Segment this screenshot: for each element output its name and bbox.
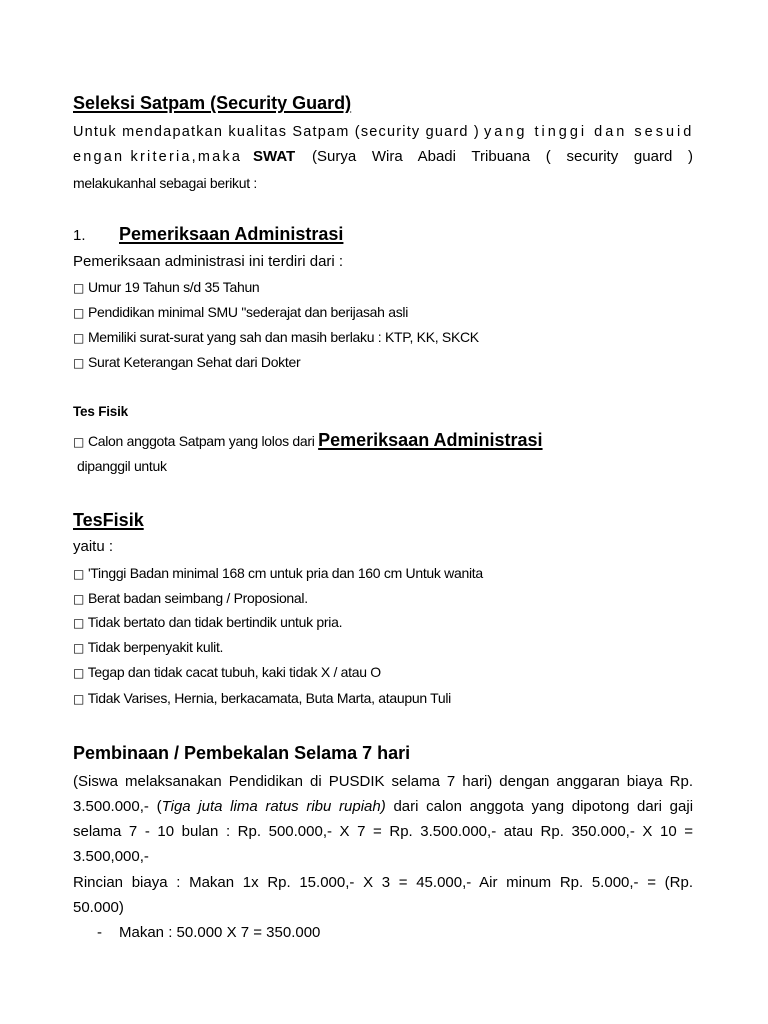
pembinaan-amount: 3.500.000,- ( (73, 798, 162, 815)
intro-line-2a: engan kriteria,maka (73, 149, 243, 165)
list-item-text: Makan : 50.000 X 7 = 350.000 (119, 924, 321, 941)
document-title: Seleksi Satpam (Security Guard) (73, 93, 352, 113)
list-item (73, 327, 479, 348)
pembinaan-line-4: 3.500,000,- (73, 848, 149, 865)
section-heading-pembinaan: Pembinaan / Pembekalan Selama 7 hari (73, 743, 411, 763)
square-bullet-icon: □ (73, 641, 85, 655)
list-item-text: Umur 19 Tahun s/d 35 Tahun (87, 279, 260, 295)
section-heading-tes-fisik: TesFisik (73, 510, 144, 530)
tes-fisik-note-emphasis: Pemeriksaan Administrasi (318, 430, 543, 450)
tes-fisik-note-continuation: dipanggil untuk (77, 458, 167, 474)
pembinaan-line-2 (73, 797, 693, 817)
list-item (73, 563, 483, 584)
list-item (73, 612, 342, 633)
list-item-text: Pendidikan minimal SMU "sederajat dan berijasah asli (87, 304, 409, 320)
dash-bullet-icon: - (97, 924, 102, 941)
intro-line-1a: Untuk mendapatkan kualitas Satpam (security guard ) (73, 124, 480, 140)
list-item (73, 302, 408, 323)
company-name: SWAT (253, 148, 296, 165)
section-heading-administrasi: Pemeriksaan Administrasi (119, 224, 344, 244)
list-item (73, 588, 308, 609)
administrasi-lead: Pemeriksaan administrasi ini terdiri dari : (73, 253, 344, 270)
pembinaan-line-1: (Siswa melaksanakan Pendidikan di PUSDIK selama 7 hari) dengan anggaran biaya Rp. (73, 773, 693, 790)
square-bullet-icon: □ (73, 567, 85, 581)
pembinaan-line-3: selama 7 - 10 bulan : Rp. 500.000,- X 7 = Rp. 3.500.000,- atau Rp. 350.000,- X 10 = (73, 823, 693, 840)
tes-fisik-note-line (73, 429, 543, 452)
square-bullet-icon: □ (73, 666, 85, 680)
square-bullet-icon: □ (73, 306, 85, 320)
square-bullet-icon: □ (73, 281, 85, 295)
pembinaan-line-5: Rincian biaya : Makan 1x Rp. 15.000,- X 3 = 45.000,- Air minum Rp. 5.000,- = (Rp. (73, 874, 693, 891)
tes-fisik-lead: yaitu : (73, 538, 114, 555)
list-item-text: Tidak Varises, Hernia, berkacamata, Buta Marta, ataupun Tuli (87, 690, 451, 706)
list-item (73, 277, 259, 298)
tes-fisik-note-text: Calon anggota Satpam yang lolos dari (87, 433, 315, 449)
list-item (73, 637, 223, 658)
list-item-text: Berat badan seimbang / Proposional. (87, 590, 308, 606)
list-item-text: Surat Keterangan Sehat dari Dokter (87, 354, 301, 370)
intro-line-3: melakukanhal sebagai berikut : (73, 175, 258, 191)
pembinaan-line-2-text: dari calon anggota yang dipotong dari gaji (393, 798, 694, 815)
list-item-text: 'Tinggi Badan minimal 168 cm untuk pria dan 160 cm Untuk wanita (87, 565, 483, 581)
square-bullet-icon: □ (73, 616, 85, 630)
square-bullet-icon: □ (73, 592, 85, 606)
pembinaan-line-6: 50.000) (73, 899, 124, 916)
tes-fisik-label: Tes Fisik (73, 404, 128, 419)
list-item (73, 352, 300, 373)
list-item-text: Tidak berpenyakit kulit. (87, 639, 224, 655)
pembinaan-amount-words: Tiga juta lima ratus ribu rupiah) (161, 798, 386, 815)
intro-line-2b: (Surya Wira Abadi Tribuana ( security guard ) (312, 148, 693, 165)
square-bullet-icon: □ (73, 435, 85, 449)
square-bullet-icon: □ (73, 356, 85, 370)
list-item-text: Tegap dan tidak cacat tubuh, kaki tidak X / atau O (87, 664, 381, 680)
list-item (73, 688, 451, 709)
list-item (73, 662, 381, 683)
list-item-text: Tidak bertato dan tidak bertindik untuk pria. (87, 614, 343, 630)
square-bullet-icon: □ (73, 692, 85, 706)
square-bullet-icon: □ (73, 331, 85, 345)
section-number: 1. (73, 227, 86, 244)
intro-line-1b: yang tinggi dan sesuid (484, 124, 695, 140)
list-item-text: Memiliki surat-surat yang sah dan masih berlaku : KTP, KK, SKCK (87, 329, 479, 345)
